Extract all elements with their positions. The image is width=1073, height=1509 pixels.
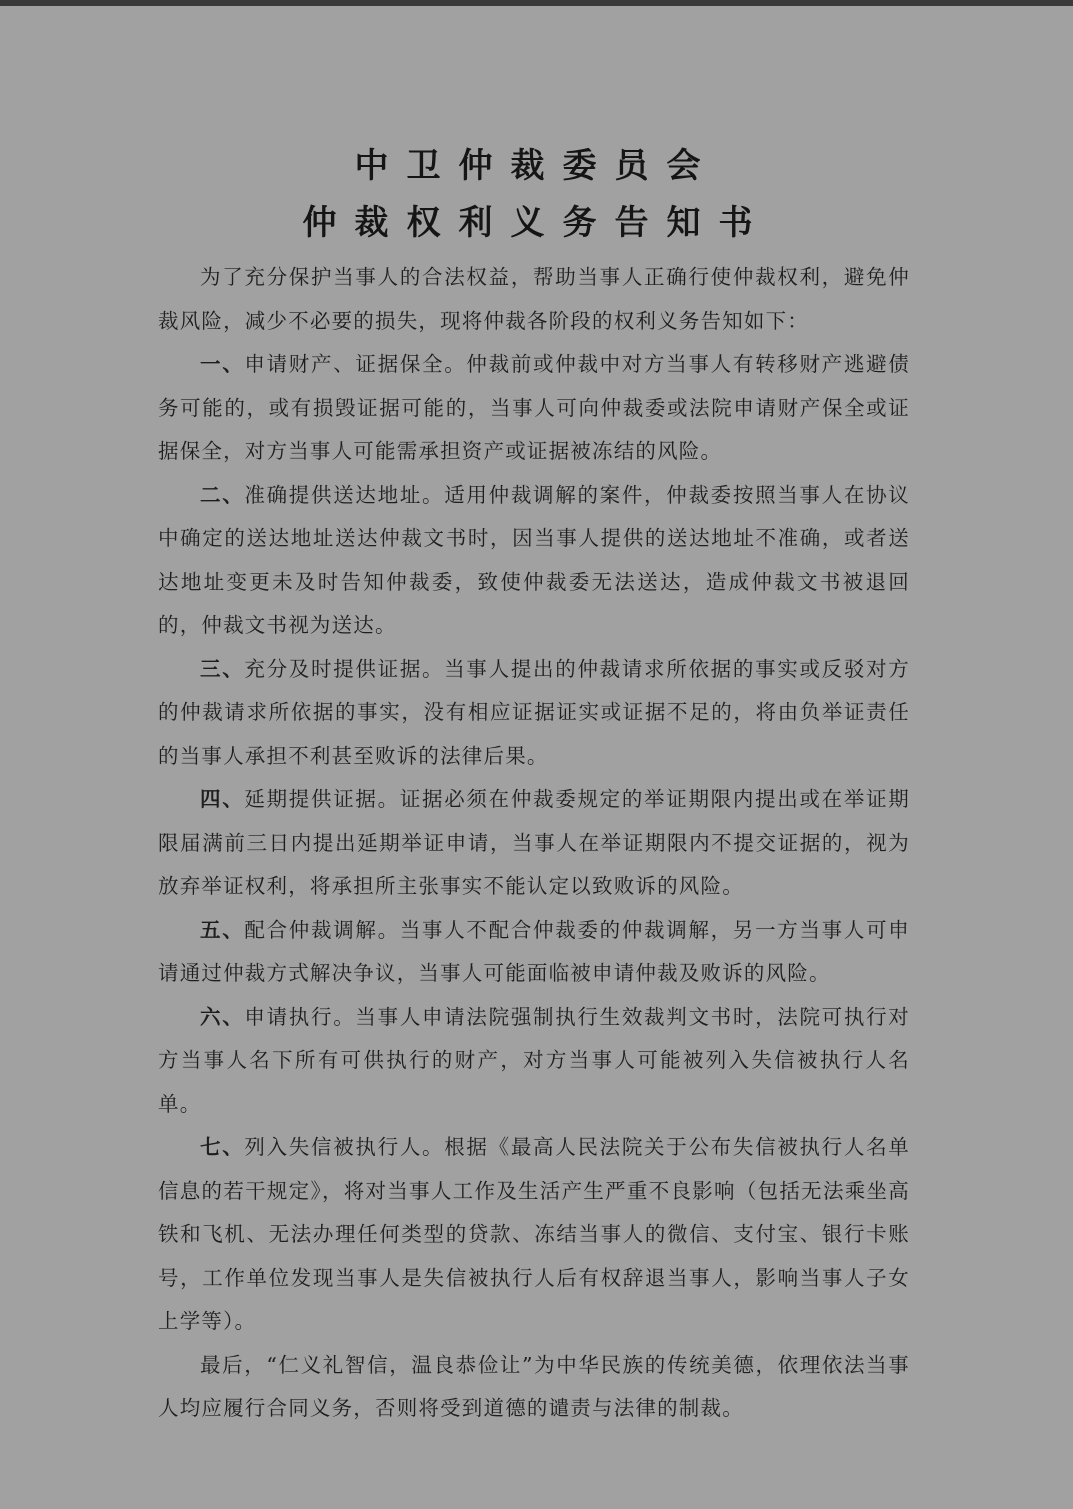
section-heading-1: 一、 bbox=[200, 352, 245, 376]
section-text-2: 准确提供送达地址。适用仲裁调解的案件，仲裁委按照当事人在协议中确定的送达地址送达仲裁文书时，因当事人提供的送达地址不准确，或者送达地址变更未及时告知仲裁委，致使仲裁委无法送达，造成仲裁文书被退回的，仲裁文书视为送达。 bbox=[158, 482, 910, 637]
section-paragraph-5 bbox=[158, 909, 910, 996]
section-heading-3: 三、 bbox=[200, 656, 245, 681]
section-paragraph-7 bbox=[158, 1126, 910, 1344]
closing-paragraph: 最后，“仁义礼智信，温良恭俭让”为中华民族的传统美德，依理依法当事人均应履行合同义务，否则将受到道德的谴责与法律的制裁。 bbox=[158, 1352, 910, 1420]
document-body bbox=[158, 256, 910, 1431]
section-heading-5: 五、 bbox=[200, 917, 245, 942]
document-title-notice: 仲裁权利义务告知书 bbox=[302, 203, 771, 243]
section-paragraph-1 bbox=[158, 343, 910, 474]
section-paragraph-6 bbox=[158, 996, 910, 1127]
document-title-organization: 中卫仲裁委员会 bbox=[354, 146, 719, 186]
section-text-1: 申请财产、证据保全。仲裁前或仲裁中对方当事人有转移财产逃避债务可能的，或有损毁证据可能的，当事人可向仲裁委或法院申请财产保全或证据保全，对方当事人可能需承担资产或证据被冻结的风险。 bbox=[158, 352, 910, 463]
section-text-4: 延期提供证据。证据必须在仲裁委规定的举证期限内提出或在举证期限届满前三日内提出延期举证申请，当事人在举证期限内不提交证据的，视为放弃举证权利，将承担所主张事实不能认定以致败诉的风险。 bbox=[158, 787, 910, 898]
section-paragraph-4 bbox=[158, 778, 910, 909]
section-text-7: 列入失信被执行人。根据《最高人民法院关于公布失信被执行人名单信息的若干规定》，将对当事人工作及生活产生严重不良影响（包括无法乘坐高铁和飞机、无法办理任何类型的贷款、冻结当事人的微信、支付宝、银行卡账号，工作单位发现当事人是失信被执行人后有权辞退当事人，影响当事人子女上学等）。 bbox=[158, 1135, 910, 1333]
intro-paragraph: 为了充分保护当事人的合法权益，帮助当事人正确行使仲裁权利，避免仲裁风险，减少不必要的损失，现将仲裁各阶段的权利义务告知如下： bbox=[158, 265, 910, 333]
section-text-6: 申请执行。当事人申请法院强制执行生效裁判文书时，法院可执行对方当事人名下所有可供执行的财产，对方当事人可能被列入失信被执行人名单。 bbox=[158, 1004, 910, 1116]
section-heading-2: 二、 bbox=[200, 482, 245, 507]
section-text-3: 充分及时提供证据。当事人提出的仲裁请求所依据的事实或反驳对方的仲裁请求所依据的事实，没有相应证据证实或证据不足的，将由负举证责任的当事人承担不利甚至败诉的法律后果。 bbox=[158, 656, 910, 768]
section-text-5: 配合仲裁调解。当事人不配合仲裁委的仲裁调解，另一方当事人可申请通过仲裁方式解决争议，当事人可能面临被申请仲裁及败诉的风险。 bbox=[158, 917, 910, 985]
section-heading-7: 七、 bbox=[200, 1135, 245, 1159]
section-heading-6: 六、 bbox=[200, 1004, 245, 1029]
section-heading-4: 四、 bbox=[200, 787, 245, 811]
section-paragraph-2 bbox=[158, 474, 910, 648]
section-paragraph-3 bbox=[158, 648, 910, 779]
